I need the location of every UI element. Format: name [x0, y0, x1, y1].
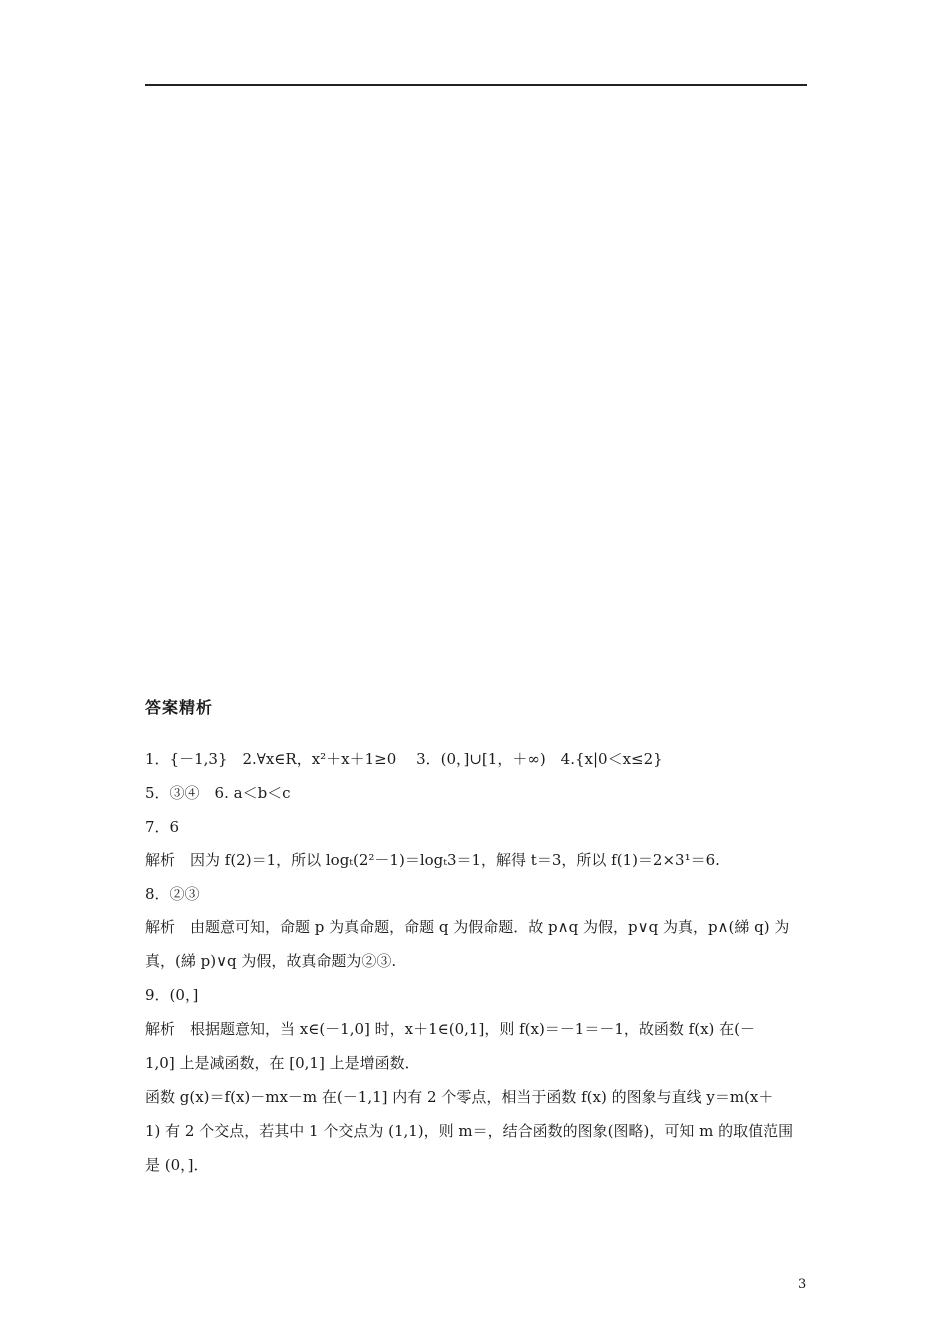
analysis-line-9a: 解析 根据题意知，当 x∈(－1,0] 时，x＋1∈(0,1]，则 f(x)＝－1＝－1，故函数 f(x) 在(－ [145, 1020, 756, 1038]
answer-line-8: 8．②③ [145, 885, 200, 903]
answer-section-title: 答案精析 [145, 698, 214, 717]
analysis-line-8b: 真，(綈 p)∨q 为假，故真命题为②③. [145, 952, 397, 970]
answer-line-9: 9．(0，] [145, 986, 199, 1004]
page-number: 3 [798, 1277, 807, 1292]
header-rule [145, 84, 807, 86]
analysis-line-9e: 是 (0，]． [145, 1156, 209, 1174]
answer-line-3: 7．6 [145, 818, 180, 836]
answer-line-2: 5．③④ 6. a＜b＜c [145, 784, 291, 802]
answer-line-1: 1．{－1,3} 2.∀x∈R，x²＋x＋1≥0 3．(0，]∪[1，＋∞) 4.{x|0＜x≤2} [145, 750, 663, 768]
analysis-line-7: 解析 因为 f(2)＝1，所以 logₜ(2²－1)＝logₜ3＝1，解得 t＝3，所以 f(1)＝2×3¹＝6. [145, 851, 720, 869]
analysis-line-9d: 1) 有 2 个交点，若其中 1 个交点为 (1,1)，则 m＝，结合函数的图象(图略)，可知 m 的取值范围 [145, 1122, 794, 1140]
analysis-line-8a: 解析 由题意可知，命题 p 为真命题，命题 q 为假命题．故 p∧q 为假，p∨q 为真，p∧(綈 q) 为 [145, 918, 790, 936]
analysis-line-9b: 1,0] 上是减函数，在 [0,1] 上是增函数． [145, 1054, 420, 1072]
analysis-line-9c: 函数 g(x)＝f(x)－mx－m 在(－1,1] 内有 2 个零点，相当于函数 f(x) 的图象与直线 y＝m(x＋ [145, 1088, 774, 1106]
